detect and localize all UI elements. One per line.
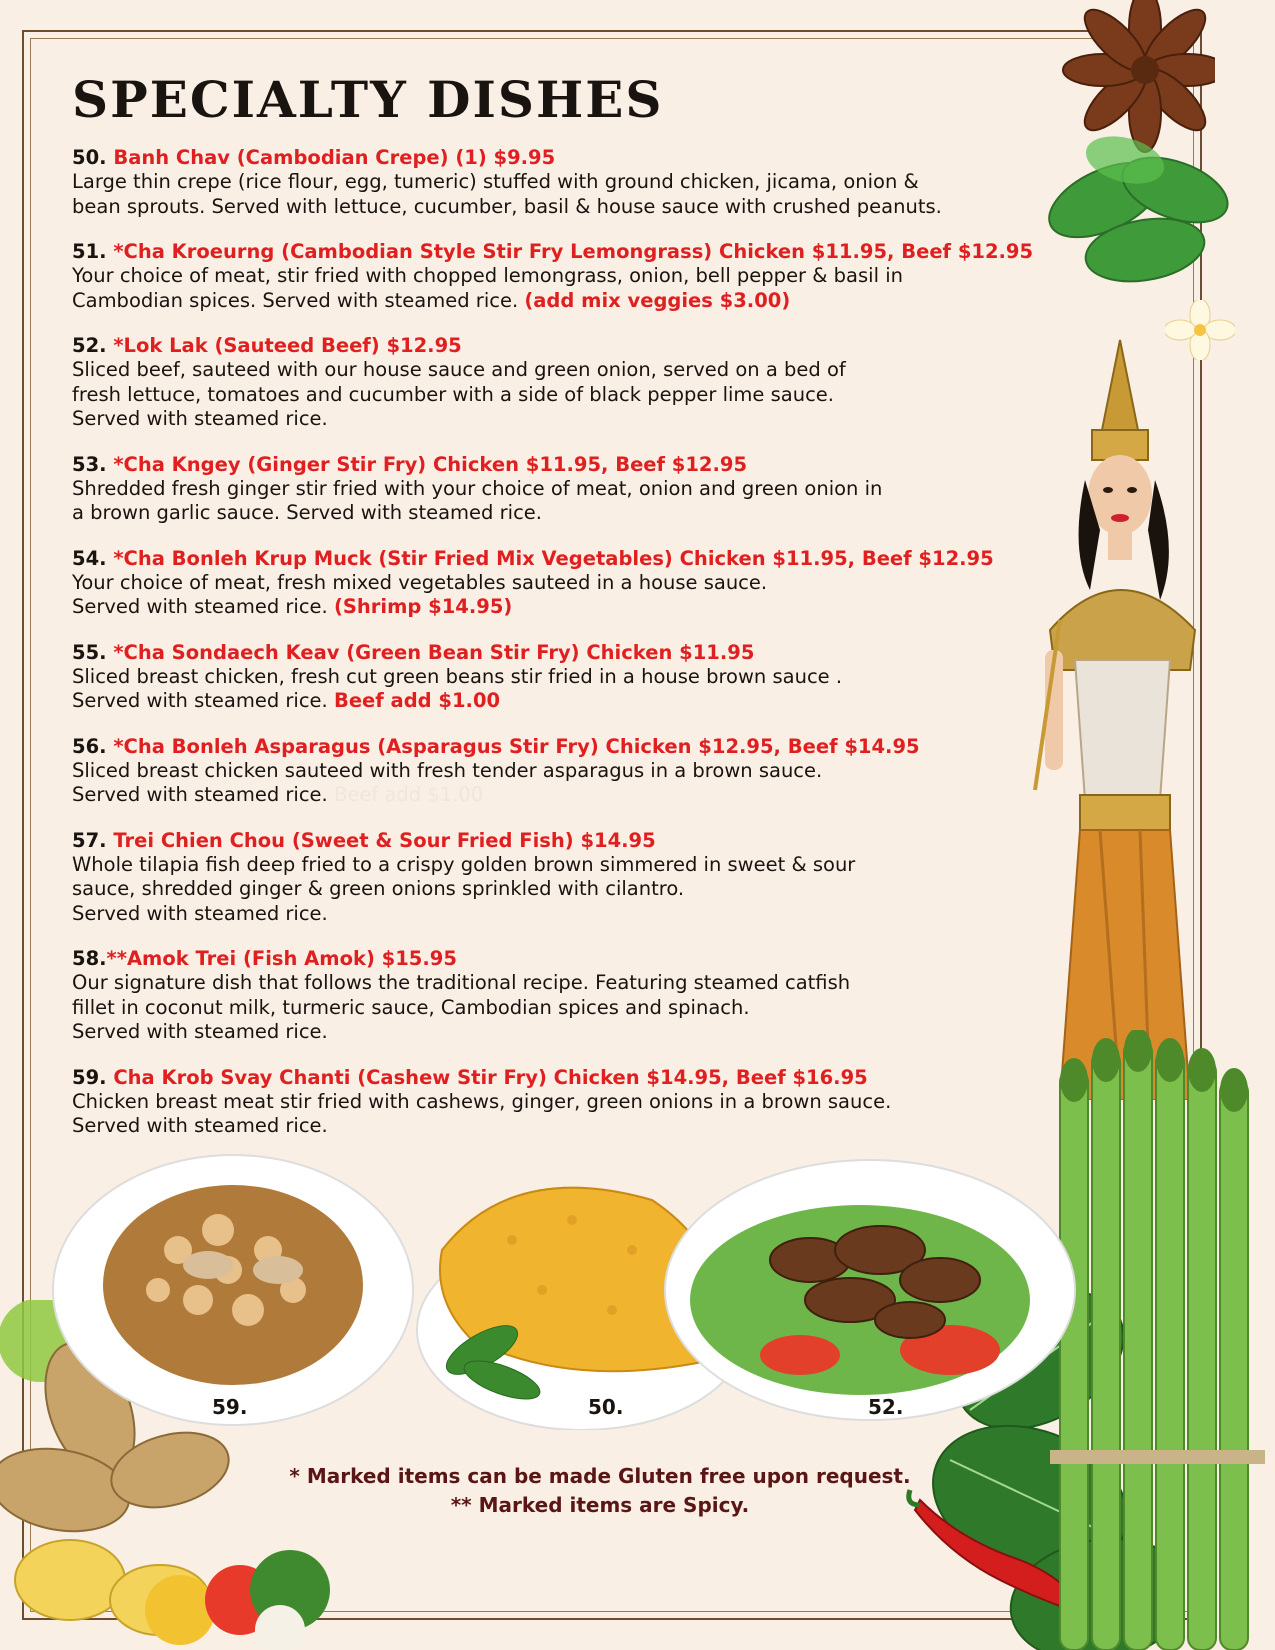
page-title: SPECIALTY DISHES <box>72 70 664 129</box>
item-number: 56. <box>72 734 107 758</box>
spicy-note: ** Marked items are Spicy. <box>450 1493 750 1517</box>
mint-leaves-icon <box>1035 120 1235 300</box>
item-description: Whole tilapia fish deep fried to a crispy golden brown simmered in sweet & sour sauce, shredded ginger & green onions sprinkled with cilantro. Served with steamed rice. <box>72 852 856 925</box>
item-description: Your choice of meat, fresh mixed vegetables sauteed in a house sauce. Served with steamed rice. <box>72 570 768 618</box>
item-name: Banh Chav (Cambodian Crepe) (1) $9.95 <box>113 146 556 169</box>
menu-item-59 <box>72 1065 1052 1139</box>
item-number: 55. <box>72 640 107 664</box>
menu-item-58 <box>72 946 1052 1045</box>
menu-item-50 <box>72 145 1052 219</box>
menu-item-55 <box>72 640 1052 714</box>
mixed-vegetables-icon <box>130 1520 330 1650</box>
item-name: *Cha Kroeurng (Cambodian Style Stir Fry Lemongrass) Chicken $11.95, Beef $12.95 <box>113 240 1034 263</box>
item-name: *Lok Lak (Sauteed Beef) $12.95 <box>113 334 462 357</box>
menu-item-57 <box>72 828 1052 927</box>
item-number: 57. <box>72 828 107 852</box>
item-name: *Cha Bonleh Asparagus (Asparagus Stir Fry) Chicken $12.95, Beef $14.95 <box>113 734 920 758</box>
item-number: 51. <box>72 240 107 263</box>
item-description: Chicken breast meat stir fried with cashews, ginger, green onions in a brown sauce. Served with steamed rice. <box>72 1089 892 1137</box>
dish-label-52: 52. <box>868 1395 904 1419</box>
footnotes <box>250 1462 950 1520</box>
item-number: 59. <box>72 1065 107 1089</box>
dish-photo-52 <box>660 1150 1080 1430</box>
item-description: Large thin crepe (rice flour, egg, tumeric) stuffed with ground chicken, jicama, onion & bean sprouts. Served with lettuce, cucumber, basil & house sauce with crushed peanuts. <box>72 170 942 218</box>
item-name: Trei Chien Chou (Sweet & Sour Fried Fish) $14.95 <box>113 828 656 852</box>
dish-photo-59 <box>48 1140 418 1430</box>
item-name: *Cha Kngey (Ginger Stir Fry) Chicken $11.95, Beef $12.95 <box>113 452 748 476</box>
gluten-free-note: * Marked items can be made Gluten free upon request. <box>289 1464 911 1488</box>
menu-item-51 <box>72 239 1052 313</box>
item-extra: (add mix veggies $3.00) <box>524 288 791 312</box>
item-extra: Beef add $1.00 <box>333 689 501 712</box>
item-name: *Cha Sondaech Keav (Green Bean Stir Fry) Chicken $11.95 <box>113 640 755 664</box>
item-number: 52. <box>72 334 107 357</box>
item-description: Sliced breast chicken sauteed with fresh tender asparagus in a brown sauce. Served with steamed rice. <box>72 758 823 806</box>
item-number: 58. <box>72 947 107 970</box>
item-description: Shredded fresh ginger stir fried with your choice of meat, onion and green onion in a brown garlic sauce. Served with steamed rice. <box>72 476 883 524</box>
menu-item-52 <box>72 333 1052 432</box>
menu-list <box>72 145 1052 1159</box>
item-name: **Amok Trei (Fish Amok) $15.95 <box>106 947 457 970</box>
item-extra: (Shrimp $14.95) <box>333 595 513 618</box>
item-number: 50. <box>72 146 107 169</box>
dish-label-59: 59. <box>212 1395 248 1419</box>
item-name: *Cha Bonleh Krup Muck (Stir Fried Mix Vegetables) Chicken $11.95, Beef $12.95 <box>113 546 994 570</box>
item-description: Sliced breast chicken, fresh cut green beans stir fried in a house brown sauce . Served with steamed rice. <box>72 664 843 712</box>
item-description: Your choice of meat, stir fried with chopped lemongrass, onion, bell pepper & basil in Cambodian spices. Served with steamed rice. <box>72 264 903 312</box>
item-name: Cha Krob Svay Chanti (Cashew Stir Fry) Chicken $14.95, Beef $16.95 <box>113 1065 868 1089</box>
menu-item-53 <box>72 452 1052 526</box>
apsara-dancer-icon <box>1030 330 1210 1100</box>
item-number: 54. <box>72 546 107 570</box>
dish-label-50: 50. <box>588 1395 624 1419</box>
menu-item-54 <box>72 546 1052 620</box>
item-faded-extra: Beef add $1.00 <box>327 783 484 806</box>
item-description: Our signature dish that follows the traditional recipe. Featuring steamed catfish fillet in coconut milk, turmeric sauce, Cambodian spices and spinach. Served with steamed rice. <box>72 971 851 1043</box>
menu-item-56 <box>72 734 1052 808</box>
item-description: Sliced beef, sauteed with our house sauce and green onion, served on a bed of fresh lettuce, tomatoes and cucumber with a side of black pepper lime sauce. Served with steamed rice. <box>72 358 846 430</box>
item-number: 53. <box>72 452 107 476</box>
